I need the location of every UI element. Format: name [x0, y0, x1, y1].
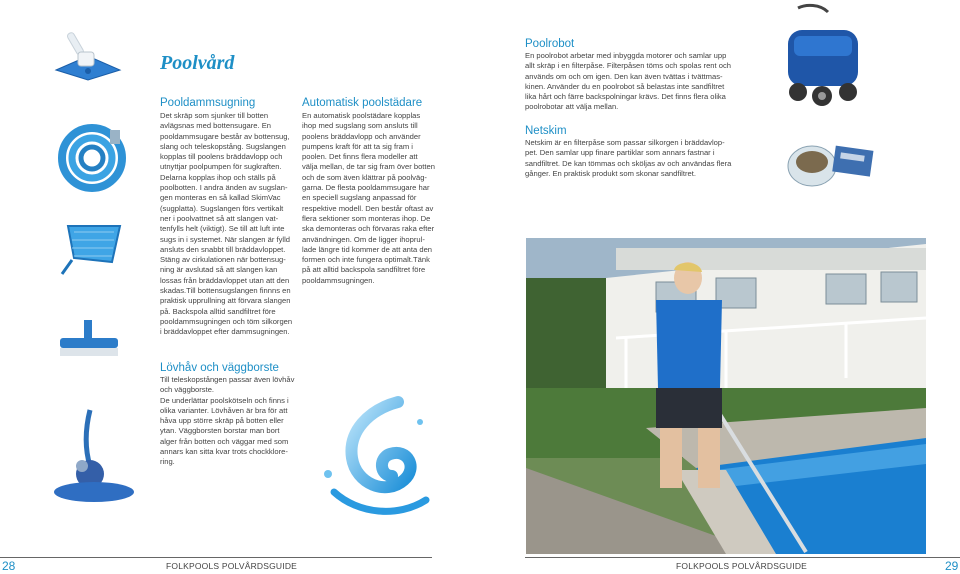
page-number-right: 29 — [945, 559, 959, 573]
footer-label-right: FOLKPOOLS POLVÅRDSGUIDE — [676, 561, 808, 571]
water-splash-icon — [308, 392, 438, 526]
page-title: Poolvård — [160, 52, 235, 74]
wall-brush-icon — [54, 318, 124, 364]
automatisk-text: En automatisk poolstädare kopplas ihop med sugslang som ansluts till poolens bräddavlopp och använder pumpens kraft för att ta sig fram i poolen. Det finns flera modeller att välja mellan, de tar sig fram över botten och de som även klättrar på poolväg- garna. De flesta pooldammsugare har en speciell sugslang anpassad för respektive modell. Den består oftast av flera sektioner som monteras ihop. De ska demonteras och förvaras raka efter användningen. Om de ligger ihoprul- lade längre tid kommer de att anta den formen och inte fungera optimalt.Tänk på att alltid backspola sandfiltret före pooldammsugningen. — [302, 111, 435, 285]
automatisk-heading: Automatisk poolstädare — [302, 97, 423, 109]
netskim-heading: Netskim — [525, 125, 567, 137]
pool-cleaning-photo — [526, 238, 926, 554]
pool-robot-icon — [776, 2, 872, 114]
leaf-net-icon — [54, 222, 126, 278]
vacuum-head-icon — [48, 26, 128, 86]
footer-rule-right — [525, 557, 960, 558]
page-number-left: 28 — [2, 559, 16, 573]
netskim-bag-icon — [782, 140, 878, 196]
suction-hose-icon — [54, 120, 130, 196]
pooldammsugning-heading: Pooldammsugning — [160, 97, 256, 109]
lovhav-heading: Lövhåv och väggborste — [160, 362, 279, 374]
lovhav-text: Till teleskopstången passar även lövhåv och väggborste. De underlättar poolskötseln och finns i olika varianter. Lövhåven är bra för att håva upp större skräp på botten eller ytan. Väggborsten borstar man bort alger från botten och väggar med som annars kan sitta kvar trots chockklore- ring. — [160, 375, 295, 467]
poolrobot-text: En poolrobot arbetar med inbyggda motorer och samlar upp allt skräp i en filterpåse. Filterpåsen töms och spolas rent och används om och om igen. Den kan även tvättas i tvättmas- kinen. Använder du en poolrobot så belastas inte sandfiltret lika hårt och färre backspolningar krävs. Det finns flera olika poolrobotar att välja mellan. — [525, 51, 731, 112]
pooldammsugning-text: Det skräp som sjunker till botten avlägsnas med bottensugare. En pooldammsugare består av bottensug, slang och teleskopstång. Sugslangen kopplas till poolens bräddavlopp och utnyttjar poolpumpen för sugkraften. Delarna kopplas ihop och ställs på poolbotten. I andra änden av sugslan- gen monteras en så kallad SkimVac (sugplatta). Sugslangen förs vertikalt ner i poolvattnet så att slangen vat- tenfylls helt (viktigt). Se till att luft inte sugs in i systemet. När slangen är fylld ansluts den snabbt till bräddavloppet. Stäng av cirkulationen när bottensug- ning är avslutad så att slangen kan lossas från bräddavloppet utan att den skadas.Till bottensugslangen finnns en praktisk upprullning att förvara slangen på. Backspola alltid sandfiltret före pooldammsugningen och töm silkorgen i bräddavloppet efter dammsugningen. — [160, 111, 293, 337]
poolrobot-heading: Poolrobot — [525, 38, 575, 50]
footer-label-left: FOLKPOOLS POLVÅRDSGUIDE — [166, 561, 298, 571]
automatic-cleaner-icon — [46, 406, 142, 506]
footer-rule-left — [0, 557, 432, 558]
netskim-text: Netskim är en filterpåse som passar silkorgen i bräddavlop- pet. Den samlar upp finare partiklar som annars fastnar i sandfiltret. De kan tömmas och sköljas av och användas flera gånger. En praktisk produkt som skonar sandfiltret. — [525, 138, 732, 178]
